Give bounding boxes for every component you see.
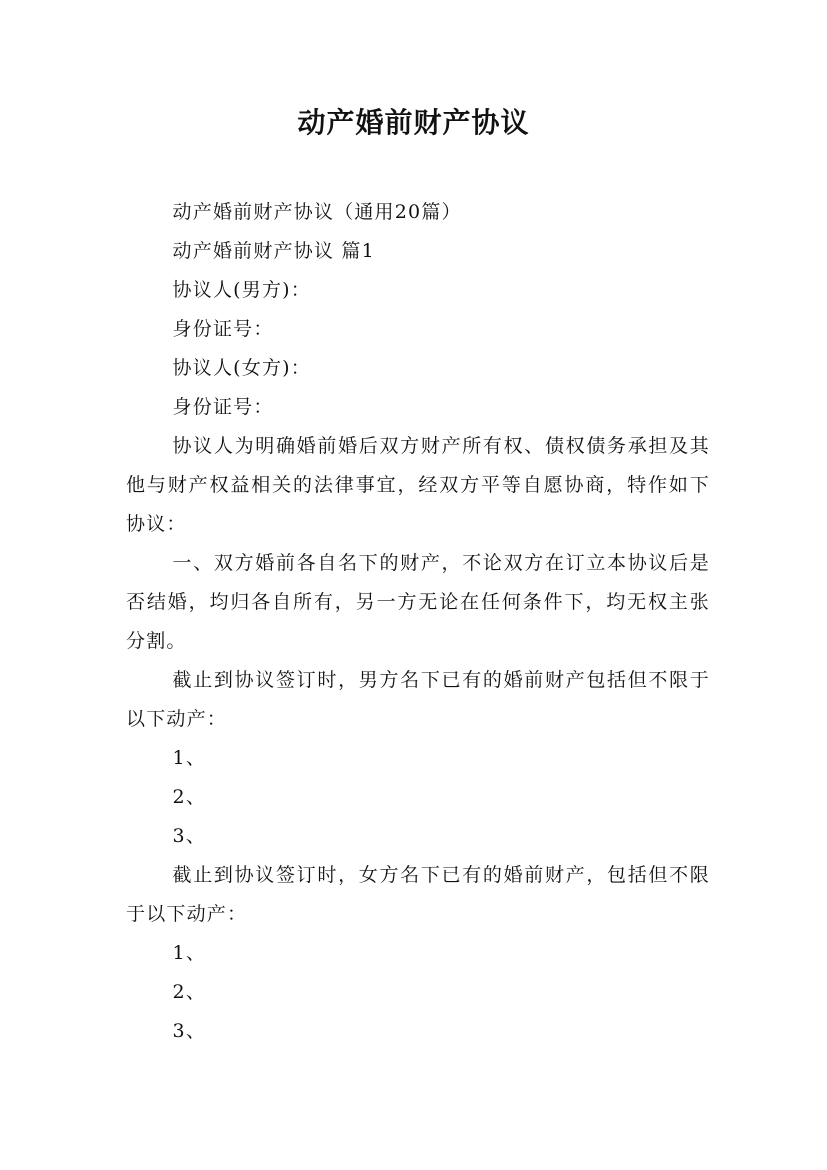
paragraph-subtitle: 动产婚前财产协议（通用20篇） [172,201,462,223]
paragraph-preamble: 协议人为明确婚前婚后双方财产所有权、债权债务承担及其他与财产权益相关的法律事宜，经双方平等自愿协商，特作如下协议： [126,435,710,535]
list-item-male-2: 2、 [172,786,207,808]
list-item-male-3: 3、 [172,825,207,847]
paragraph-section-heading: 动产婚前财产协议 篇1 [172,240,375,262]
document-title: 动产婚前财产协议 [297,106,530,139]
paragraph-party-female: 协议人(女方)： [172,357,311,379]
paragraph-male-assets-intro: 截止到协议签订时，男方名下已有的婚前财产包括但不限于以下动产： [126,669,710,730]
list-item-male-1: 1、 [172,747,207,769]
list-item-female-2: 2、 [172,981,207,1003]
paragraph-party-male: 协议人(男方)： [172,279,311,301]
paragraph-female-assets-intro: 截止到协议签订时，女方名下已有的婚前财产，包括但不限于以下动产： [126,864,710,925]
paragraph-clause-1: 一、双方婚前各自名下的财产，不论双方在订立本协议后是否结婚，均归各自所有，另一方无论在任何条件下，均无权主张分割。 [126,552,710,652]
list-item-female-1: 1、 [172,942,207,964]
document-body [126,193,710,1051]
paragraph-id-number-male: 身份证号： [172,318,274,340]
paragraph-id-number-female: 身份证号： [172,396,274,418]
list-item-female-3: 3、 [172,1020,207,1042]
